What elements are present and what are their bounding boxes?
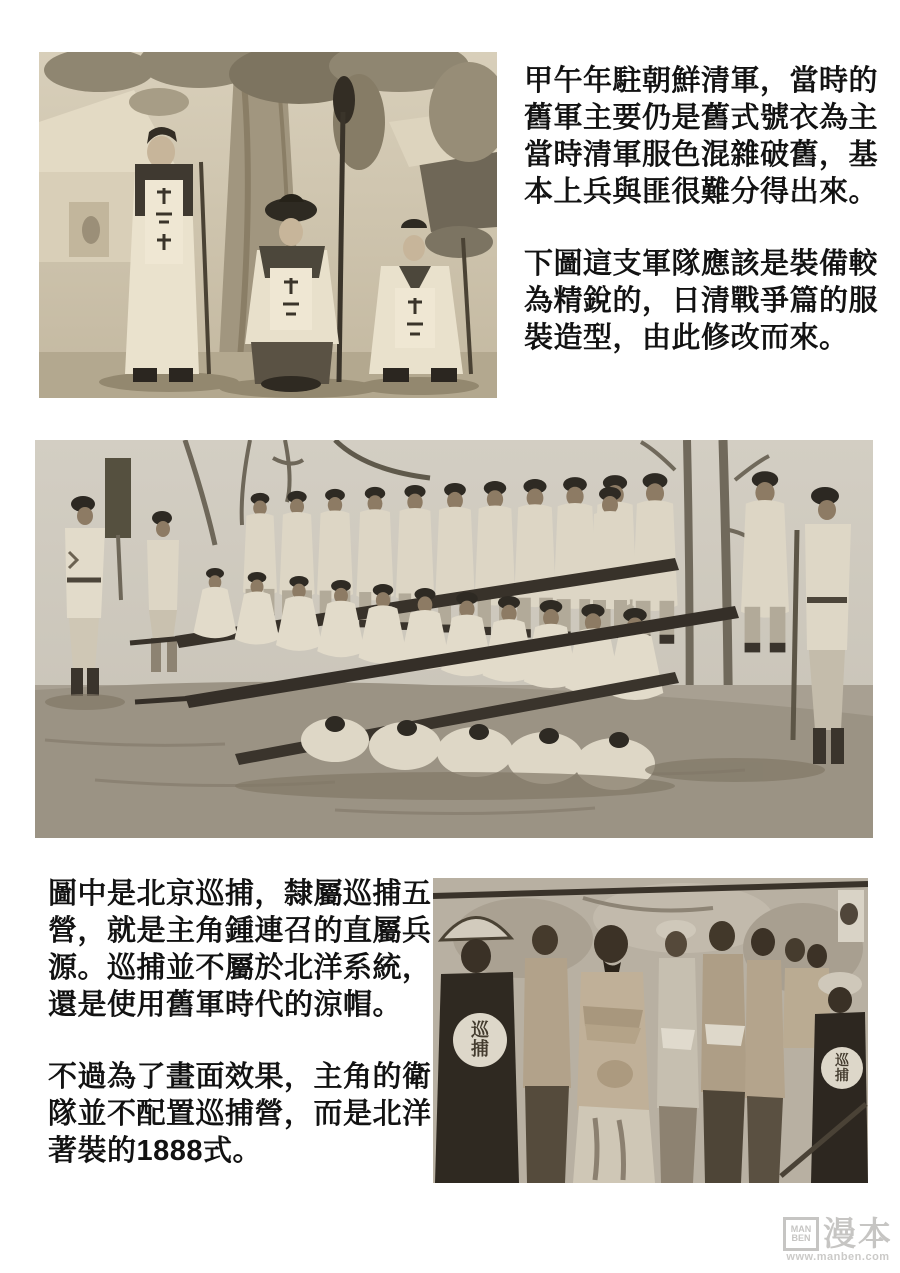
caption-line: 當時清軍服色混雜破舊，基 <box>524 139 879 171</box>
paragraph <box>48 1059 448 1170</box>
logo-text-line: BEN <box>791 1233 811 1243</box>
caption-line: 本上兵與匪很難分得出來。 <box>524 176 879 208</box>
photo-firing-drill <box>35 440 873 838</box>
caption-line: 營，就是主角鍾連召的直屬兵 <box>48 915 432 947</box>
badge-character: 捕 <box>471 1039 489 1059</box>
beijing-patrol-illustration <box>433 878 868 1183</box>
bare-chested-man <box>701 921 747 1183</box>
caption-line: 還是使用舊軍時代的涼帽。 <box>48 989 403 1021</box>
paragraph <box>524 63 884 211</box>
caption-bottom <box>48 876 448 1170</box>
paragraph <box>524 246 884 357</box>
caption-line: 圖中是北京巡捕，隸屬巡捕五 <box>48 878 432 910</box>
caption-line: 不過為了畫面效果，主角的衛 <box>48 1061 432 1093</box>
caption-line: 舊軍主要仍是舊式號衣為主 <box>524 102 879 134</box>
watermark-brand: 漫本 <box>823 1215 893 1252</box>
badge-character: 巡 <box>471 1020 489 1040</box>
caption-line: 隊並不配置巡捕營，而是北洋 <box>48 1098 432 1130</box>
bare-chested-man <box>523 925 571 1183</box>
caption-line: 裝造型，由此修改而來。 <box>524 322 849 354</box>
photo-beijing-patrol <box>433 878 868 1183</box>
qing-soldiers-illustration <box>39 52 497 398</box>
sun-hat-man <box>656 920 699 1183</box>
badge-character: 巡 <box>835 1052 849 1068</box>
caption-line: 著裝的1888式。 <box>48 1135 263 1167</box>
manben-watermark <box>783 1217 893 1263</box>
caption-line: 甲午年駐朝鮮清軍，當時的 <box>524 65 879 97</box>
watermark-url: www.manben.com <box>786 1251 890 1263</box>
watermark-row <box>783 1217 893 1251</box>
photo-qing-soldiers-korea <box>39 52 497 398</box>
paragraph <box>48 876 448 1024</box>
caption-top <box>524 63 884 357</box>
logo-text-line: MAN <box>790 1224 812 1234</box>
manben-logo-icon <box>783 1217 819 1251</box>
firing-drill-illustration <box>35 440 873 838</box>
bare-chested-man <box>745 928 785 1183</box>
caption-line: 源。巡捕並不屬於北洋系統， <box>48 952 432 984</box>
caption-line: 下圖這支軍隊應該是裝備較 <box>524 248 879 280</box>
badge-character: 捕 <box>835 1067 849 1083</box>
caption-line: 為精銳的，日清戰爭篇的服 <box>524 285 879 317</box>
